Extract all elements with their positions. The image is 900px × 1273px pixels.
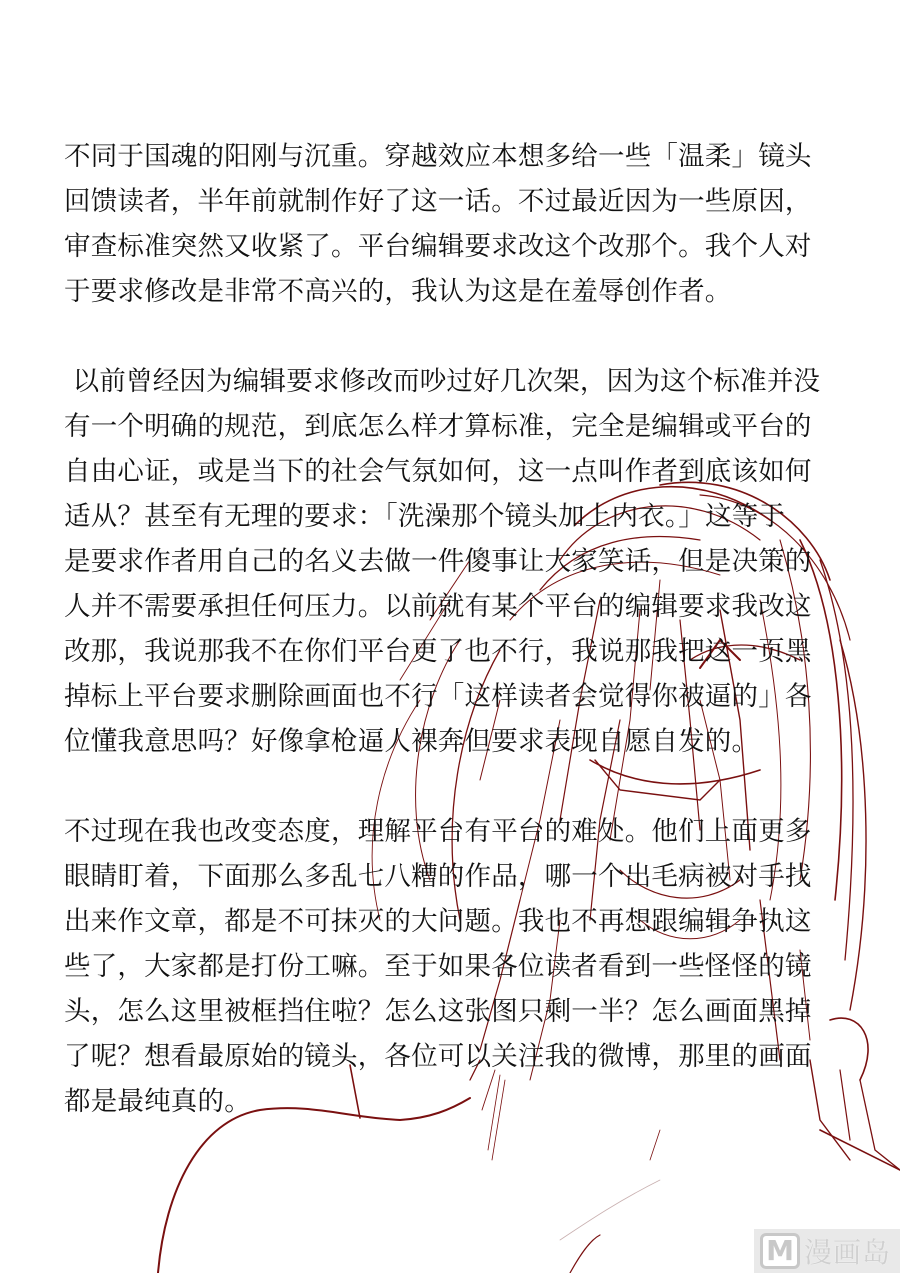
text-line: 有一个明确的规范，到底怎么样才算标准，完全是编辑或平台的	[64, 411, 812, 442]
text-line: 头，怎么这里被框挡住啦？怎么这张图只剩一半？怎么画面黑掉	[64, 996, 812, 1027]
text-line: 不过现在我也改变态度，理解平台有平台的难处。他们上面更多	[64, 816, 812, 847]
paragraph-3	[64, 809, 854, 1124]
text-line: 回馈读者，半年前就制作好了这一话。不过最近因为一些原因，	[64, 186, 812, 217]
text-line: 掉标上平台要求删除画面也不行「这样读者会觉得你被逼的」各	[64, 681, 812, 712]
text-line: 自由心证，或是当下的社会气氛如何，这一点叫作者到底该如何	[64, 456, 812, 487]
text-line: 不同于国魂的阳刚与沉重。穿越效应本想多给一些「温柔」镜头	[64, 141, 812, 172]
text-line: 审查标准突然又收紧了。平台编辑要求改这个改那个。我个人对	[64, 231, 812, 262]
manhuadao-watermark	[754, 1229, 900, 1273]
text-line: 是要求作者用自己的名义去做一件傻事让大家笑话，但是决策的	[64, 546, 812, 577]
paragraph-2	[64, 359, 854, 764]
author-note-text	[64, 134, 854, 1124]
text-line: 改那，我说那我不在你们平台更了也不行，我说那我把这一页黑	[64, 636, 812, 667]
text-line: 人并不需要承担任何压力。以前就有某个平台的编辑要求我改这	[64, 591, 812, 622]
watermark-text: 漫画岛	[804, 1236, 892, 1269]
text-line: 都是最纯真的。	[64, 1086, 251, 1117]
text-line: 于要求修改是非常不高兴的，我认为这是在羞辱创作者。	[64, 276, 732, 307]
text-line: 了呢？想看最原始的镜头，各位可以关注我的微博，那里的画面	[64, 1041, 812, 1072]
text-line: 位懂我意思吗？好像拿枪逼人裸奔但要求表现自愿自发的。	[64, 726, 759, 757]
text-line: 以前曾经因为编辑要求修改而吵过好几次架，因为这个标准并没	[64, 366, 821, 397]
text-line: 适从？甚至有无理的要求：「洗澡那个镜头加上内衣。」这等于	[64, 501, 786, 532]
text-line: 些了，大家都是打份工嘛。至于如果各位读者看到一些怪怪的镜	[64, 951, 812, 982]
watermark-logo-icon: M	[760, 1233, 800, 1269]
text-line: 眼睛盯着，下面那么多乱七八糟的作品，哪一个出毛病被对手找	[64, 861, 812, 892]
text-line: 出来作文章，都是不可抹灭的大问题。我也不再想跟编辑争执这	[64, 906, 812, 937]
paragraph-1	[64, 134, 854, 314]
